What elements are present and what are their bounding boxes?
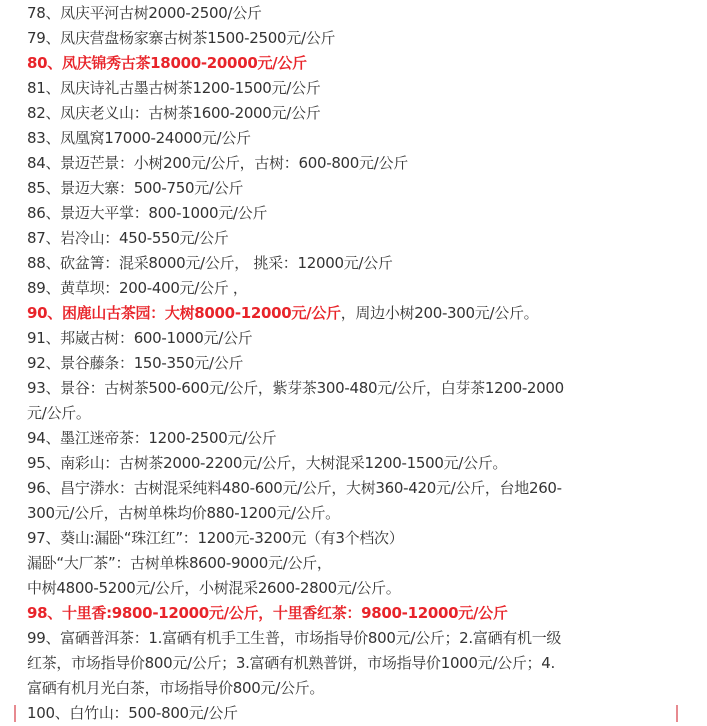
list-item-line [27,251,697,276]
line-text: 83、凤凰窝17000-24000元/公斤 [27,129,251,147]
list-item-line [27,226,697,251]
line-text: 96、昌宁漭水：古树混采纯料480-600元/公斤，大树360-420元/公斤，台地260- [27,479,562,497]
list-item-line [27,201,697,226]
line-text: 99、富硒普洱茶：1.富硒有机手工生普，市场指导价800元/公斤；2.富硒有机一级 [27,629,562,647]
list-item-line [27,426,697,451]
list-item-line [27,526,697,551]
line-text: 88、砍盆箐：混采8000元/公斤， 挑采：12000元/公斤 [27,254,393,272]
line-text: 91、邦崴古树：600-1000元/公斤 [27,329,253,347]
frame-right-edge [676,705,678,722]
list-item-line [27,276,697,301]
line-text: 84、景迈芒景：小树200元/公斤，古树：600-800元/公斤 [27,154,408,172]
line-text: 漏卧“大厂茶”：古树单株8600-9000元/公斤， [27,554,332,572]
list-item-line [27,26,697,51]
list-item-line [27,651,697,676]
highlighted-text: 80、凤庆锦秀古茶18000-20000元/公斤 [27,54,307,72]
line-text: 94、墨江迷帝茶：1200-2500元/公斤 [27,429,277,447]
line-text: 97、葵山:漏卧“珠江红”：1200元-3200元（有3个档次） [27,529,404,547]
list-item-line [27,626,697,651]
line-text: 78、凤庆平河古树2000-2500/公斤 [27,4,262,22]
list-item-line [27,701,697,726]
line-text: 中树4800-5200元/公斤，小树混采2600-2800元/公斤。 [27,579,401,597]
list-item-line [27,351,697,376]
line-text: 82、凤庆老义山：古树茶1600-2000元/公斤 [27,104,321,122]
line-text: 89、黄草坝：200-400元/公斤 ， [27,279,248,297]
list-item-line [27,451,697,476]
list-item-line [27,476,697,501]
list-item-line [27,176,697,201]
line-text: 95、南彩山：古树茶2000-2200元/公斤，大树混采1200-1500元/公斤。 [27,454,508,472]
line-text: 93、景谷：古树茶500-600元/公斤，紫芽茶300-480元/公斤，白芽茶1200-2000 [27,379,564,397]
line-text: 红茶，市场指导价800元/公斤；3.富硒有机熟普饼，市场指导价1000元/公斤；4. [27,654,555,672]
line-text: 86、景迈大平掌：800-1000元/公斤 [27,204,268,222]
list-item-line [27,51,697,76]
line-text: 元/公斤。 [27,404,91,422]
list-item-line [27,151,697,176]
line-text: ，周边小树200-300元/公斤。 [340,304,539,322]
list-item-line [27,576,697,601]
line-text: 富硒有机月光白茶，市场指导价800元/公斤。 [27,679,325,697]
list-item-line [27,1,697,26]
list-item-line [27,326,697,351]
list-item-line [27,301,697,326]
list-item-line [27,126,697,151]
line-text: 300元/公斤，古树单株均价880-1200元/公斤。 [27,504,340,522]
list-item-line [27,676,697,701]
list-item-line [27,551,697,576]
list-item-line [27,101,697,126]
frame-left-edge [14,705,16,722]
line-text: 87、岩冷山：450-550元/公斤 [27,229,229,247]
line-text: 79、凤庆营盘杨家寨古树茶1500-2500元/公斤 [27,29,336,47]
list-item-line [27,76,697,101]
list-item-line [27,376,697,401]
line-text: 100、白竹山：500-800元/公斤 [27,704,238,722]
line-text: 81、凤庆诗礼古墨古树茶1200-1500元/公斤 [27,79,321,97]
list-item-line [27,601,697,626]
highlighted-text: 90、困鹿山古茶园：大树8000-12000元/公斤 [27,304,341,322]
line-text: 92、景谷藤条：150-350元/公斤 [27,354,244,372]
price-list-document [27,1,697,726]
line-text: 85、景迈大寨：500-750元/公斤 [27,179,244,197]
highlighted-text: 98、十里香:9800-12000元/公斤，十里香红茶：9800-12000元/公斤 [27,604,508,622]
list-item-line [27,501,697,526]
list-item-line [27,401,697,426]
